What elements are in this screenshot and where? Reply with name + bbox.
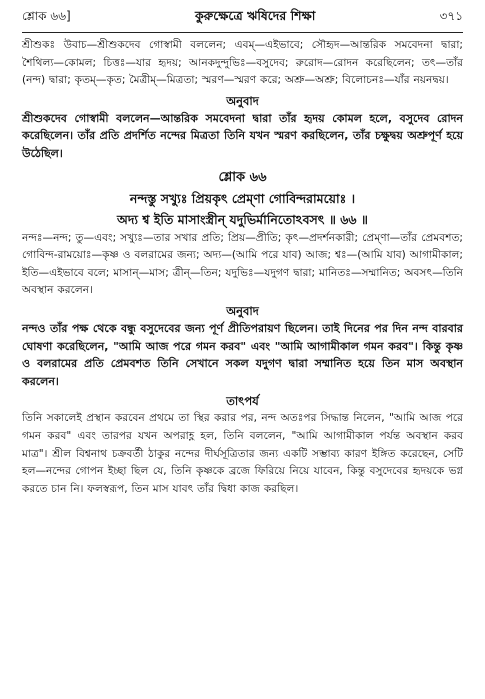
- synonyms-previous-verse: শ্রীশুকঃ উবাচ—শ্রীশুকদেব গোস্বামী বললেন; এবম্—এইভাবে; সৌহৃদ—আন্তরিক সমবেদনা দ্বারা; শৈথিল্য—কোমল; চিত্তঃ—যার হৃদয়; আনকদুন্দুভিঃ—বসুদেব; রুরোদ—রোদন করেছিলেন; তৎ—তাঁর (নন্দ) দ্বারা; কৃতম্—কৃত; মৈত্রীম্—মিত্রতা; স্মরণ—স্মরণ করে; অশ্রু—অশ্রু; বিলোচনঃ—যাঁর নয়নদ্বয়।: [22, 39, 463, 87]
- translation-heading-2: অনুবাদ: [226, 303, 259, 318]
- verse-number: শ্লোক ৬৬: [218, 169, 267, 185]
- header-verse-label: শ্লোক ৬৬]: [22, 9, 71, 23]
- synonyms-paragraph: নন্দঃ—নন্দ; তু—এবং; সখ্যুঃ—তার সখার প্রতি; প্রিয়—প্রীতি; কৃৎ—প্রদর্শনকারী; প্রেম্ণা—তাঁর প্রেমবশত; গোবিন্দ-রাময়োঃ—কৃষ্ণ ও বলরামের জন্য; অদ্য—(আমি পরে যাব) আজ; শ্বঃ—(আমি যাব) আগামীকাল; ইতি—এইভাবে বলে; মাসান্—মাস; ত্রীন্—তিন; যদুভিঃ—যদুগণ দ্বারা; মানিতঃ—সম্মানিত; অবসৎ—তিনি অবস্থান করলেন।: [22, 231, 463, 297]
- translation-heading-1: অনুবাদ: [226, 93, 259, 108]
- translation-paragraph-2: নন্দও তাঁর পক্ষ থেকে বন্ধু বসুদেবের জন্য পূর্ণ প্রীতিপরায়ণ ছিলেন। তাই দিনের পর দিন নন্দ বারবার ঘোষণা করেছিলেন, "আমি আজ পরে গমন করব" এবং "আমি আগামীকাল গমন করব"। কিন্তু কৃষ্ণ ও বলরামের প্রতি প্রেমবশত তিনি সেখানে সকল যদুগণ দ্বারা সম্মানিত হয়ে তিন মাস অবস্থান করলেন।: [22, 321, 463, 388]
- verse-line-2: অদ্য শ্ব ইতি মাসাংস্ত্রীন্ যদুভির্মানিতোঽবসৎ ॥ ৬৬ ॥: [117, 211, 368, 227]
- verse-line-1: নন্দস্তু সখ্যুঃ প্রিয়কৃৎ প্রেম্ণা গোবিন্দরাময়োঃ ।: [129, 190, 356, 206]
- translation-paragraph-1: শ্রীশুকদেব গোস্বামী বললেন—আন্তরিক সমবেদনা দ্বারা তাঁর হৃদয় কোমল হলে, বসুদেব রোদন করেছিলেন। তাঁর প্রতি প্রদর্শিত নন্দের মিত্রতা তিনি যখন স্মরণ করছিলেন, তাঁর চক্ষুদ্বয় অশ্রুপূর্ণ হয়ে উঠেছিল।: [22, 111, 463, 160]
- header-rule: [22, 32, 463, 33]
- purport-heading: তাৎপর্য: [226, 394, 259, 409]
- purport-paragraph: তিনি সকালেই প্রস্থান করবেন প্রথমে তা স্থির করার পর, নন্দ অতঃপর সিদ্ধান্ত নিলেন, "আমি আজ পরে গমন করব" এবং তারপর যখন অপরাহ্ণ হল, তিনি বললেন, "আমি আগামীকাল পর্যন্ত অবস্থান করব মাত্র"। শ্রীল বিশ্বনাথ চক্রবর্তী ঠাকুর নন্দের দীর্ঘসূত্রিতার জন্য একটি সম্ভাব্য কারণ ইঙ্গিত করেছেন, সেটি হল—নন্দের গোপন ইচ্ছা ছিল যে, তিনি কৃষ্ণকে ব্রজে ফিরিয়ে নিয়ে যাবেন, কিন্তু বসুদেবের হৃদয়কে ভগ্ন করতে চান নি। ফলস্বরূপ, তিন মাস যাবৎ তাঁর দ্বিধা কাজ করছিল।: [22, 412, 463, 495]
- header-page-number: ৩৭১: [439, 9, 463, 23]
- header-chapter-title: কুরুক্ষেত্রে ঋষিদের শিক্ষা: [194, 8, 316, 23]
- page-header: [22, 8, 463, 32]
